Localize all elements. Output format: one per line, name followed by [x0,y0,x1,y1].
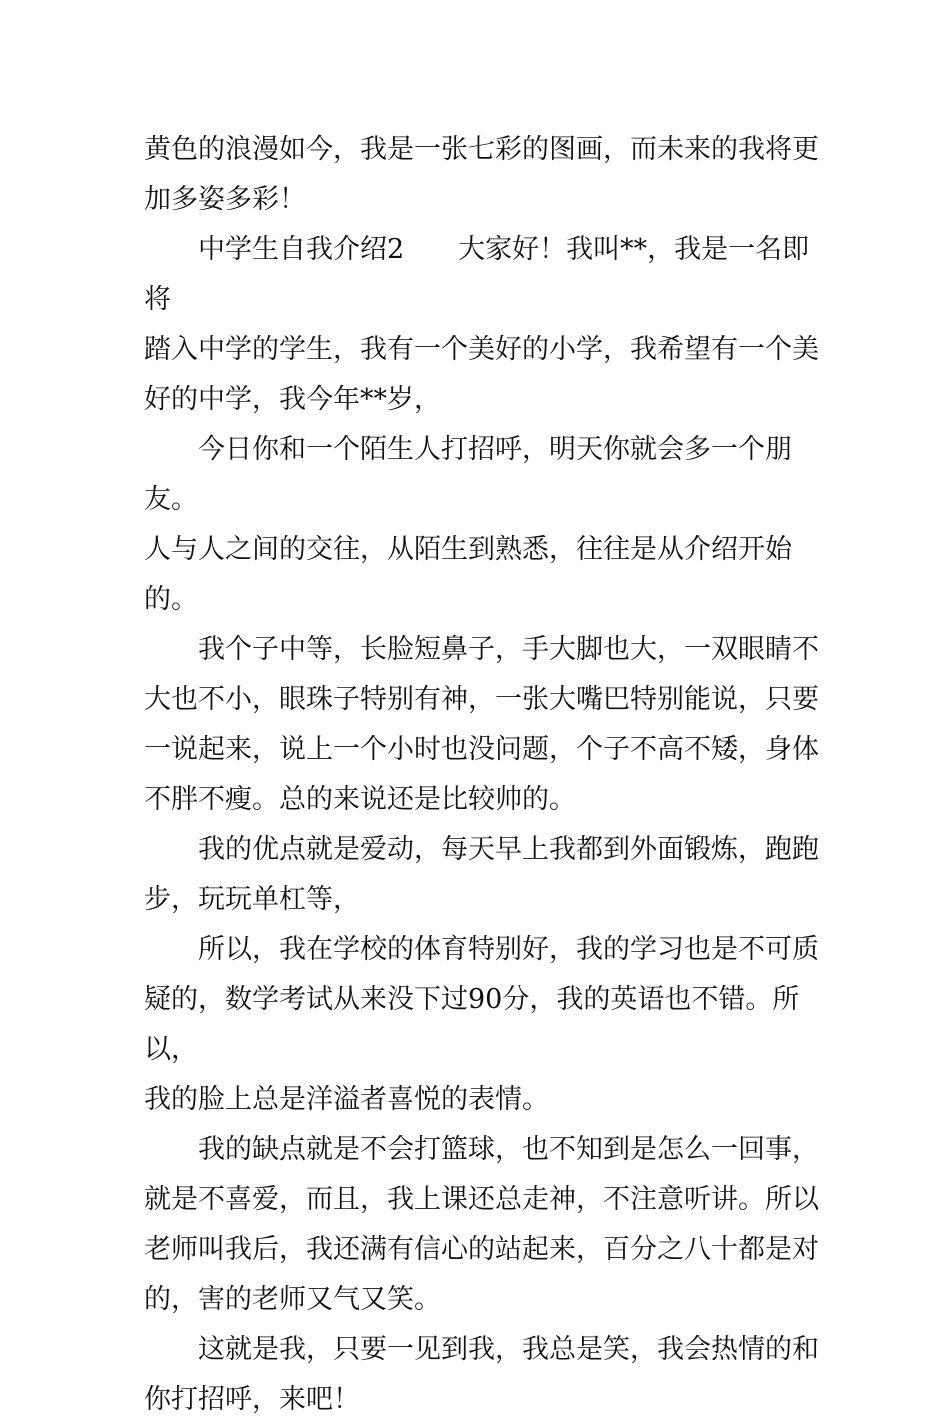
paragraph-6: 所以，我在学校的体育特别好，我的学习也是不可质 疑的，数学考试从来没下过90分，我的英语也不错。所以， 我的脸上总是洋溢者喜悦的表情。 [144,934,819,1115]
paragraph-4: 我个子中等，长脸短鼻子，手大脚也大，一双眼睛不 大也不小，眼珠子特别有神，一张大嘴巴特别能说，只要 一说起来，说上一个小时也没问题，个子不高不矮，身体 不胖不瘦。总的来说还是比较帅的。 [144,634,819,815]
document-body [144,125,824,1425]
paragraph-2: 中学生自我介绍2 大家好！我叫**，我是一名即将 踏入中学的学生，我有一个美好的小学，我希望有一个美 好的中学，我今年**岁， [144,234,819,415]
paragraph-7: 我的缺点就是不会打篮球，也不知到是怎么一回事， 就是不喜爱，而且，我上课还总走神，不注意听讲。所以 老师叫我后，我还满有信心的站起来，百分之八十都是对 的，害的老师又气又笑。 [144,1134,819,1315]
paragraph-3: 今日你和一个陌生人打招呼，明天你就会多一个朋友。 人与人之间的交往，从陌生到熟悉，往往是从介绍开始的。 [144,434,792,615]
paragraph-5: 我的优点就是爱动，每天早上我都到外面锻炼，跑跑 步，玩玩单杠等， [144,834,819,915]
paragraph-1: 黄色的浪漫如今，我是一张七彩的图画，而未来的我将更 加多姿多彩！ [144,134,819,215]
paragraph-8: 这就是我，只要一见到我，我总是笑，我会热情的和 你打招呼，来吧！ [144,1334,819,1415]
